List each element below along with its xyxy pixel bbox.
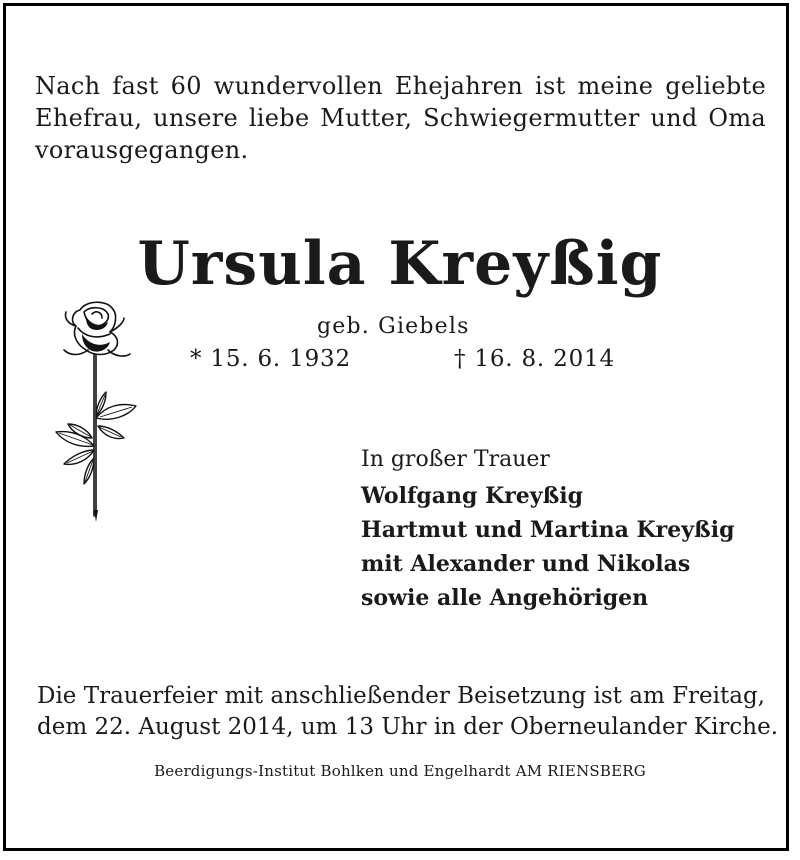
ceremony-text (37, 681, 779, 743)
intro-line: vorausgegangen. (35, 136, 249, 164)
mourner-name: Hartmut und Martina Kreyßig (361, 517, 735, 543)
mourner-name: mit Alexander und Nikolas (361, 551, 691, 577)
intro-line: Nach fast 60 wundervollen Ehejahren ist meine geliebte (35, 72, 766, 100)
ceremony-line: dem 22. August 2014, um 13 Uhr in der Oberneulander Kirche. (37, 714, 779, 740)
deceased-name: Ursula Kreyßig (137, 229, 663, 299)
rose-icon (48, 298, 148, 528)
mourners-lead: In großer Trauer (361, 447, 550, 472)
ceremony-line: Die Trauerfeier mit anschließender Beisetzung ist am Freitag, (37, 683, 765, 709)
death-date: † 16. 8. 2014 (454, 346, 615, 372)
maiden-name: geb. Giebels (317, 314, 470, 339)
undertaker-line: Beerdigungs-Institut Bohlken und Engelhardt AM RIENSBERG (154, 762, 646, 780)
mourners-block (361, 442, 735, 615)
mourner-name: sowie alle Angehörigen (361, 585, 649, 611)
mourner-name: Wolfgang Kreyßig (361, 483, 584, 509)
intro-line: Ehefrau, unsere liebe Mutter, Schwiegermutter und Oma (35, 104, 766, 132)
intro-text (35, 70, 766, 166)
birth-date: * 15. 6. 1932 (190, 346, 351, 372)
